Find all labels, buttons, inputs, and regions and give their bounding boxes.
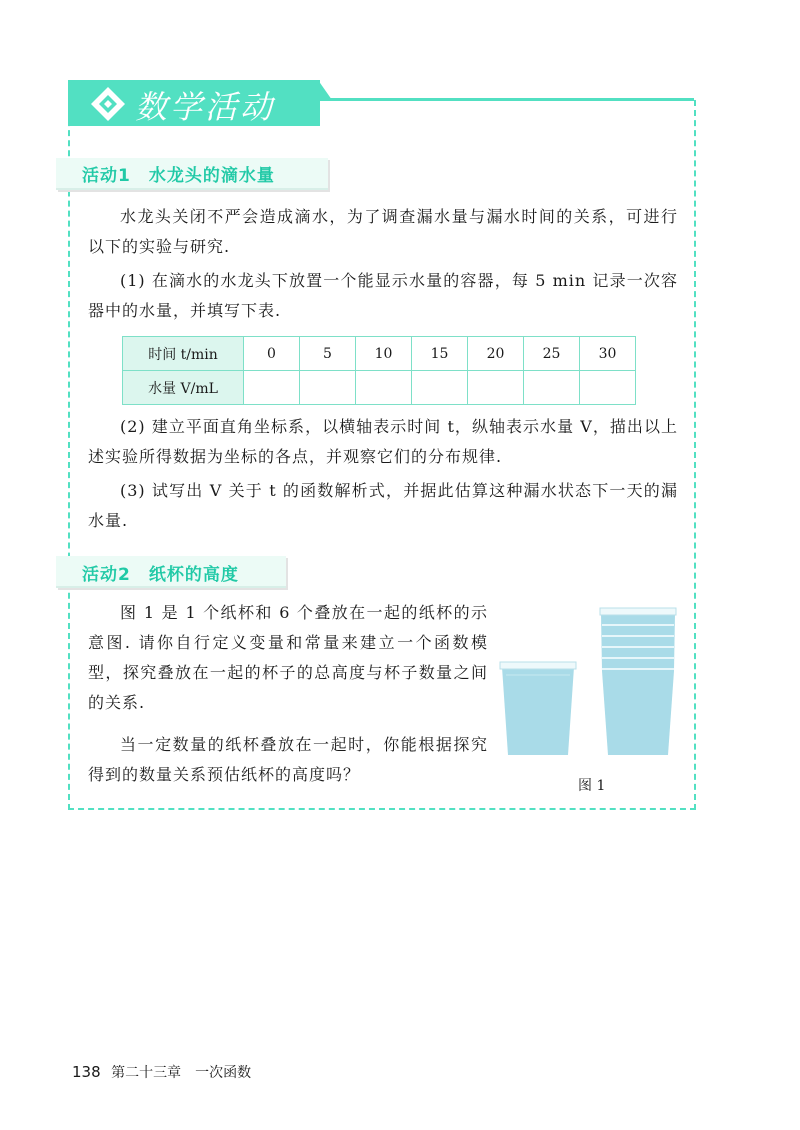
page-footer [72, 1062, 251, 1082]
single-cup [500, 662, 576, 755]
time-cell: 0 [244, 337, 300, 371]
volume-cell [580, 371, 636, 405]
activity1-step1: (1) 在滴水的水龙头下放置一个能显示水量的容器，每 5 min 记录一次容器中的水量，并填写下表. [88, 271, 678, 320]
activity1-label: 活动1 水龙头的滴水量 [82, 166, 275, 186]
activity1-step2: (2) 建立平面直角坐标系，以横轴表示时间 t，纵轴表示水量 V，描出以上述实验所得数据为坐标的各点，并观察它们的分布规律. [88, 417, 678, 466]
stacked-cups [600, 608, 676, 755]
volume-cell [412, 371, 468, 405]
time-cell: 5 [300, 337, 356, 371]
time-cell: 10 [356, 337, 412, 371]
time-header: 时间 t/min [123, 337, 244, 371]
time-cell: 30 [580, 337, 636, 371]
activity1-step3: (3) 试写出 V 关于 t 的函数解析式，并据此估算这种漏水状态下一天的漏水量. [88, 481, 678, 530]
activity2-label: 活动2 纸杯的高度 [82, 565, 239, 585]
volume-cell [468, 371, 524, 405]
header-tab-slant [318, 80, 332, 100]
volume-cell [524, 371, 580, 405]
activity2-para1: 图 1 是 1 个纸杯和 6 个叠放在一起的纸杯的示意图. 请你自行定义变量和常量来建立一个函数模型，探究叠放在一起的杯子的总高度与杯子数量之间的关系. [88, 603, 488, 712]
time-cell: 15 [412, 337, 468, 371]
activity1-intro: 水龙头关闭不严会造成滴水，为了调查漏水量与漏水时间的关系，可进行以下的实验与研究. [88, 207, 678, 256]
volume-header: 水量 V/mL [123, 371, 244, 405]
figure-caption: 图 1 [578, 778, 606, 794]
time-cell: 20 [468, 337, 524, 371]
table-row [123, 371, 636, 405]
volume-cell [356, 371, 412, 405]
page-number: 138 [72, 1063, 101, 1081]
page-title: 数学活动 [135, 88, 276, 126]
chapter-title: 第二十三章 一次函数 [111, 1065, 252, 1081]
time-cell: 25 [524, 337, 580, 371]
volume-cell [244, 371, 300, 405]
activity2-para2: 当一定数量的纸杯叠放在一起时，你能根据探究得到的数量关系预估纸杯的高度吗？ [88, 735, 488, 784]
table-row [123, 337, 636, 371]
volume-cell [300, 371, 356, 405]
cups-figure [498, 605, 678, 765]
water-table [122, 336, 636, 405]
